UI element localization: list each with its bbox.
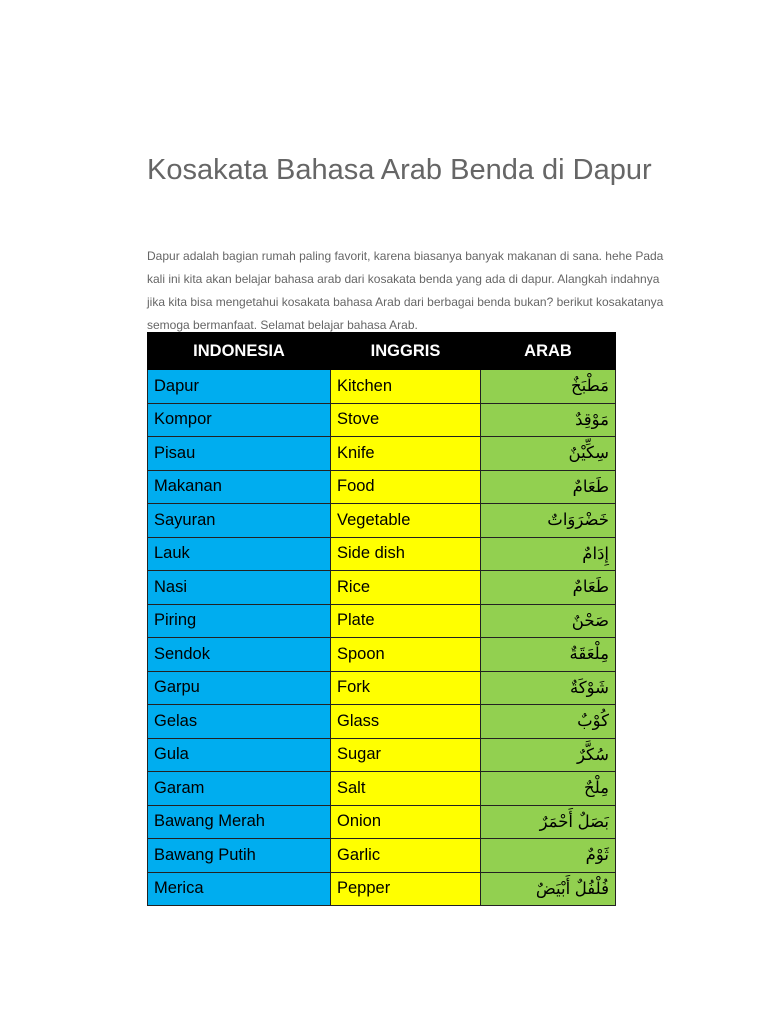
cell-inggris: Rice (331, 571, 481, 605)
cell-arab: مَطْبَخٌ (481, 370, 616, 404)
cell-indonesia: Pisau (148, 437, 331, 471)
cell-arab: خَضْرَوَاتٌ (481, 504, 616, 538)
cell-arab: طَعَامٌ (481, 470, 616, 504)
cell-arab: فُلْفُلٌ أَبْيَضٌ (481, 872, 616, 906)
cell-indonesia: Dapur (148, 370, 331, 404)
table-row (148, 370, 616, 404)
table-row (148, 403, 616, 437)
article-intro: Dapur adalah bagian rumah paling favorit, karena biasanya banyak makanan di sana. hehe Pada kali ini kita akan belajar bahasa arab dari kosakata benda yang ada di dapur. Alangkah indahnya jika kita bisa mengetahui kosakata bahasa Arab dari berbagai benda bukan? berikut kosakatanya semoga bermanfaat. Selamat belajar bahasa Arab. (147, 249, 664, 332)
table-row (148, 805, 616, 839)
table-body (148, 370, 616, 906)
table-row (148, 470, 616, 504)
cell-arab: ثَوْمٌ (481, 839, 616, 873)
article-title: Kosakata Bahasa Arab Benda di Dapur (147, 154, 652, 186)
cell-inggris: Salt (331, 772, 481, 806)
cell-arab: شَوْكَةٌ (481, 671, 616, 705)
cell-inggris: Fork (331, 671, 481, 705)
cell-arab: بَصَلٌ أَحْمَرٌ (481, 805, 616, 839)
cell-arab: سِكِّيْنٌ (481, 437, 616, 471)
table-row (148, 872, 616, 906)
table-row (148, 437, 616, 471)
cell-arab: كُوْبٌ (481, 705, 616, 739)
cell-arab: مِلْعَقَةٌ (481, 638, 616, 672)
cell-indonesia: Garam (148, 772, 331, 806)
cell-indonesia: Piring (148, 604, 331, 638)
cell-arab: مِلْحٌ (481, 772, 616, 806)
cell-inggris: Knife (331, 437, 481, 471)
cell-arab: سُكَّرٌ (481, 738, 616, 772)
table-row (148, 504, 616, 538)
cell-indonesia: Merica (148, 872, 331, 906)
header-arab: ARAB (481, 333, 616, 370)
table-row (148, 537, 616, 571)
cell-arab: صَحْنٌ (481, 604, 616, 638)
cell-indonesia: Bawang Merah (148, 805, 331, 839)
table-header-row (148, 333, 616, 370)
cell-indonesia: Makanan (148, 470, 331, 504)
table-row (148, 738, 616, 772)
table-row (148, 671, 616, 705)
cell-inggris: Garlic (331, 839, 481, 873)
cell-indonesia: Bawang Putih (148, 839, 331, 873)
cell-indonesia: Nasi (148, 571, 331, 605)
cell-arab: مَوْقِدٌ (481, 403, 616, 437)
table-row (148, 638, 616, 672)
cell-inggris: Side dish (331, 537, 481, 571)
cell-indonesia: Sendok (148, 638, 331, 672)
cell-indonesia: Sayuran (148, 504, 331, 538)
table-row (148, 772, 616, 806)
cell-inggris: Onion (331, 805, 481, 839)
cell-indonesia: Garpu (148, 671, 331, 705)
cell-inggris: Food (331, 470, 481, 504)
cell-inggris: Vegetable (331, 504, 481, 538)
cell-indonesia: Gelas (148, 705, 331, 739)
cell-arab: إِدَامٌ (481, 537, 616, 571)
vocabulary-table (147, 332, 616, 906)
cell-inggris: Kitchen (331, 370, 481, 404)
cell-indonesia: Lauk (148, 537, 331, 571)
cell-inggris: Spoon (331, 638, 481, 672)
cell-inggris: Pepper (331, 872, 481, 906)
cell-inggris: Stove (331, 403, 481, 437)
table-row (148, 839, 616, 873)
table-row (148, 705, 616, 739)
cell-arab: طَعَامٌ (481, 571, 616, 605)
header-indonesia: INDONESIA (148, 333, 331, 370)
cell-inggris: Sugar (331, 738, 481, 772)
table-row (148, 571, 616, 605)
cell-inggris: Plate (331, 604, 481, 638)
cell-indonesia: Gula (148, 738, 331, 772)
header-inggris: INGGRIS (331, 333, 481, 370)
table-row (148, 604, 616, 638)
cell-indonesia: Kompor (148, 403, 331, 437)
cell-inggris: Glass (331, 705, 481, 739)
